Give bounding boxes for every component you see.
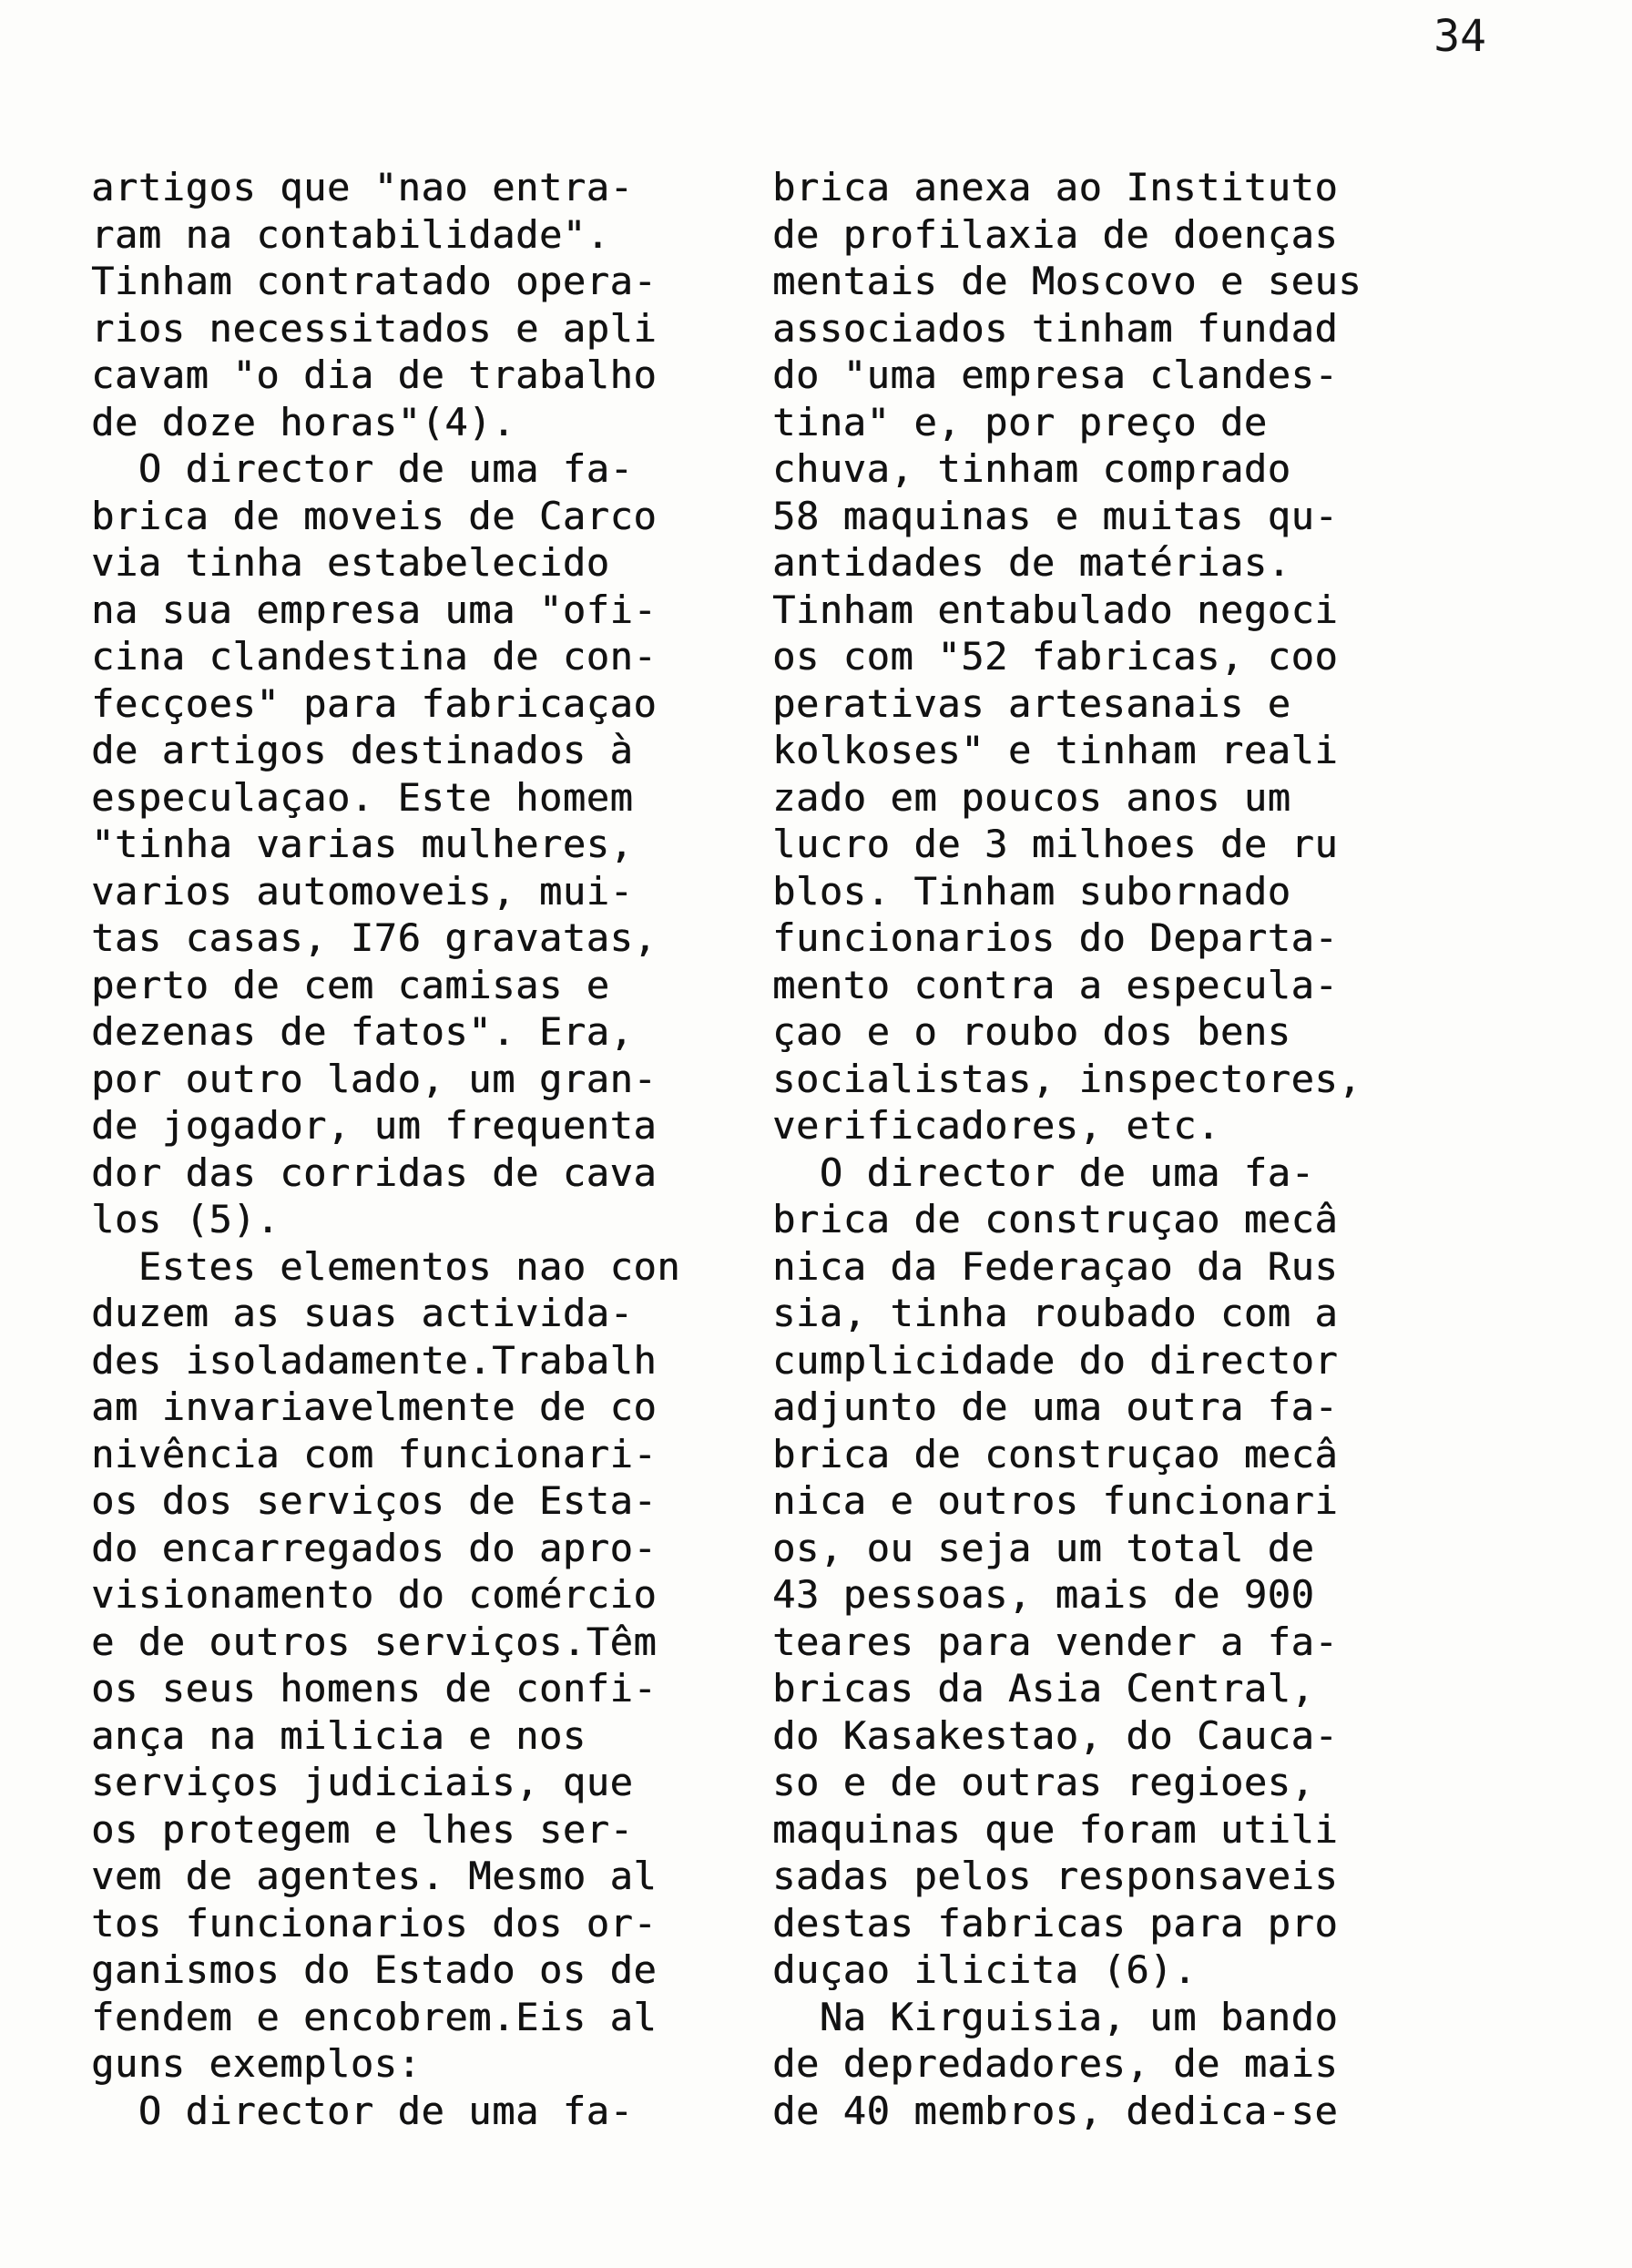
text-line: lucro de 3 milhoes de ru: [772, 822, 1339, 866]
text-line: rios necessitados e apli: [91, 305, 658, 351]
text-line: verificadores, etc.: [772, 1103, 1220, 1148]
text-line: Estes elementos nao con: [91, 1243, 681, 1289]
text-line: do encarregados do apro-: [91, 1525, 658, 1570]
text-line: los (5).: [91, 1197, 280, 1241]
text-line: so e de outras regioes,: [772, 1760, 1315, 1804]
text-line: zado em poucos anos um: [772, 774, 1291, 820]
text-line: fecçoes" para fabricaçao: [91, 680, 658, 726]
text-line: de artigos destinados à: [91, 728, 634, 772]
text-line: por outro lado, um gran-: [91, 1056, 658, 1101]
text-line: brica anexa ao Instituto: [772, 165, 1339, 209]
text-line: mento contra a especula-: [772, 962, 1339, 1007]
text-line: destas fabricas para pro: [772, 1900, 1339, 1946]
text-line: des isoladamente.Trabalh: [91, 1337, 658, 1383]
text-line: mentais de Moscovo e seus: [772, 259, 1362, 303]
text-line: nica da Federaçao da Rus: [772, 1243, 1339, 1289]
text-line: sia, tinha roubado com a: [772, 1291, 1339, 1335]
text-line: guns exemplos:: [91, 2041, 422, 2086]
text-line: O director de uma fa-: [91, 446, 634, 491]
text-line: os, ou seja um total de: [772, 1525, 1315, 1570]
text-line: socialistas, inspectores,: [772, 1056, 1362, 1101]
text-line: teares para vender a fa-: [772, 1619, 1339, 1664]
text-line: serviços judiciais, que: [91, 1760, 634, 1804]
text-line: varios automoveis, mui-: [91, 868, 634, 914]
text-line: brica de construçao mecâ: [772, 1197, 1339, 1241]
text-line: Tinham contratado opera-: [91, 259, 658, 303]
text-line: Tinham entabulado negoci: [772, 587, 1339, 632]
text-line: ança na milicia e nos: [91, 1712, 586, 1758]
text-line: tos funcionarios dos or-: [91, 1900, 658, 1946]
text-line: cavam "o dia de trabalho: [91, 352, 658, 397]
text-line: O director de uma fa-: [91, 2088, 634, 2133]
text-line: os com "52 fabricas, coo: [772, 634, 1339, 679]
text-line: perto de cem camisas e: [91, 962, 610, 1007]
text-line: especulaçao. Este homem: [91, 774, 634, 820]
text-line: de doze horas"(4).: [91, 399, 515, 444]
text-line: os protegem e lhes ser-: [91, 1806, 634, 1852]
text-line: os seus homens de confi-: [91, 1666, 658, 1711]
text-line: adjunto de uma outra fa-: [772, 1384, 1339, 1429]
text-line: nica e outros funcionari: [772, 1478, 1339, 1523]
text-line: O director de uma fa-: [772, 1149, 1315, 1195]
text-line: associados tinham fundad: [772, 305, 1339, 351]
text-line: os dos serviços de Esta-: [91, 1478, 658, 1523]
text-line: artigos que "nao entra-: [91, 165, 634, 209]
text-line: am invariavelmente de co: [91, 1384, 658, 1429]
text-line: do "uma empresa clandes-: [772, 352, 1339, 397]
text-line: de depredadores, de mais: [772, 2041, 1339, 2086]
text-line: funcionarios do Departa-: [772, 915, 1339, 960]
text-line: chuva, tinham comprado: [772, 446, 1291, 491]
text-line: blos. Tinham subornado: [772, 868, 1291, 914]
text-line: brica de construçao mecâ: [772, 1431, 1339, 1476]
text-line: duçao ilicita (6).: [772, 1947, 1197, 1992]
text-line: dor das corridas de cava: [91, 1149, 658, 1195]
left-text-column: [91, 164, 820, 2134]
text-line: 43 pessoas, mais de 900: [772, 1572, 1315, 1617]
text-line: 58 maquinas e muitas qu-: [772, 493, 1339, 538]
text-line: cina clandestina de con-: [91, 634, 658, 679]
text-line: de jogador, um frequenta: [91, 1103, 658, 1148]
text-line: de profilaxia de doenças: [772, 211, 1339, 257]
text-line: tina" e, por preço de: [772, 399, 1268, 444]
text-line: antidades de matérias.: [772, 540, 1291, 585]
text-line: do Kasakestao, do Cauca-: [772, 1712, 1339, 1758]
text-line: perativas artesanais e: [772, 680, 1291, 726]
text-line: vem de agentes. Mesmo al: [91, 1854, 658, 1898]
text-line: çao e o roubo dos bens: [772, 1009, 1291, 1054]
text-line: fendem e encobrem.Eis al: [91, 1994, 658, 2039]
page-number: 34: [1433, 11, 1486, 62]
text-line: de 40 membros, dedica-se: [772, 2088, 1339, 2133]
text-line: nivência com funcionari-: [91, 1431, 658, 1476]
text-line: ram na contabilidade".: [91, 211, 610, 257]
text-line: cumplicidade do director: [772, 1337, 1339, 1383]
text-line: visionamento do comércio: [91, 1572, 658, 1617]
right-text-column: [772, 164, 1501, 2134]
text-line: tas casas, I76 gravatas,: [91, 915, 658, 960]
text-line: kolkoses" e tinham reali: [772, 728, 1339, 772]
text-line: ganismos do Estado os de: [91, 1947, 658, 1992]
text-line: via tinha estabelecido: [91, 540, 610, 585]
text-line: na sua empresa uma "ofi-: [91, 587, 658, 632]
text-line: bricas da Asia Central,: [772, 1666, 1315, 1711]
text-line: maquinas que foram utili: [772, 1806, 1339, 1852]
text-line: "tinha varias mulheres,: [91, 822, 634, 866]
text-line: sadas pelos responsaveis: [772, 1854, 1339, 1898]
text-line: duzem as suas activida-: [91, 1291, 634, 1335]
text-line: dezenas de fatos". Era,: [91, 1009, 634, 1054]
text-line: e de outros serviços.Têm: [91, 1619, 658, 1664]
text-line: brica de moveis de Carco: [91, 493, 658, 538]
text-line: Na Kirguisia, um bando: [772, 1994, 1339, 2039]
